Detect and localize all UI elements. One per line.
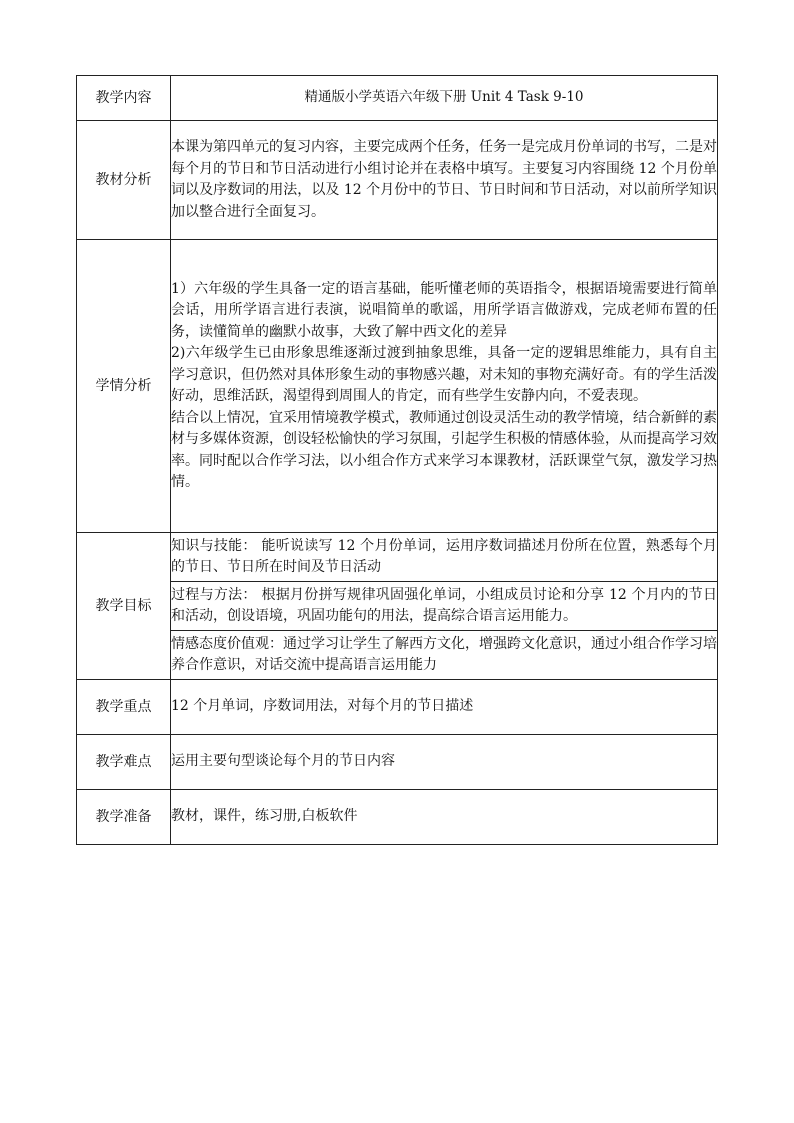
lesson-title: 精通版小学英语六年级下册 Unit 4 Task 9-10	[171, 76, 718, 121]
preparation-text: 教材，课件，练习册,白板软件	[171, 790, 718, 845]
table-row-student-analysis	[77, 240, 718, 533]
table-row-preparation	[77, 790, 718, 845]
table-row-objectives-knowledge	[77, 533, 718, 582]
row-label-teaching-content: 教学内容	[77, 76, 171, 121]
row-label-key-points: 教学重点	[77, 680, 171, 735]
difficulties-text: 运用主要句型谈论每个月的节日内容	[171, 735, 718, 790]
student-analysis-paragraph-2: 2)六年级学生已由形象思维逐渐过渡到抽象思维，具备一定的逻辑思维能力，具有自主学习意识，但仍然对具体形象生动的事物感兴趣，对未知的事物充满好奇。有的学生活泼好动，思维活跃，渴望得到周围人的肯定，而有些学生安静内向，不爱表现。	[171, 345, 717, 404]
objective-knowledge-skills: 知识与技能： 能听说读写 12 个月份单词，运用序数词描述月份所在位置，熟悉每个月的节日、节日所在时间及节日活动	[171, 533, 718, 582]
objective-process-methods: 过程与方法： 根据月份拼写规律巩固强化单词，小组成员讨论和分享 12 个月内的节日和活动，创设语境，巩固功能句的用法，提高综合语言运用能力。	[171, 582, 718, 631]
table-row-textbook-analysis	[77, 121, 718, 240]
row-label-objectives: 教学目标	[77, 533, 171, 680]
table-row-objectives-process	[77, 582, 718, 631]
textbook-analysis-text: 本课为第四单元的复习内容，主要完成两个任务，任务一是完成月份单词的书写，二是对每个月的节日和节日活动进行小组讨论并在表格中填写。主要复习内容围绕 12 个月份单词以及序数词的用法，以及 12 个月份中的节日、节日时间和节日活动，对以前所学知识加以整合进行全面复习。	[171, 121, 718, 240]
student-analysis-paragraph-3: 结合以上情况，宜采用情境教学模式，教师通过创设灵活生动的教学情境，结合新鲜的素材与多媒体资源，创设轻松愉快的学习氛围，引起学生积极的情感体验，从而提高学习效率。同时配以合作学习法，以小组合作方式来学习本课教材，活跃课堂气氛，激发学习热情。	[171, 409, 717, 490]
table-row-objectives-attitude	[77, 631, 718, 680]
key-points-text: 12 个月单词，序数词用法，对每个月的节日描述	[171, 680, 718, 735]
lesson-plan-table	[76, 75, 718, 845]
row-label-preparation: 教学准备	[77, 790, 171, 845]
table-row-teaching-content	[77, 76, 718, 121]
table-row-key-points	[77, 680, 718, 735]
row-label-difficulties: 教学难点	[77, 735, 171, 790]
student-analysis-cell	[171, 240, 718, 533]
row-label-student-analysis: 学情分析	[77, 240, 171, 533]
student-analysis-paragraph-1: 1）六年级的学生具备一定的语言基础，能听懂老师的英语指令，根据语境需要进行简单会话，用所学语言进行表演，说唱简单的歌谣，用所学语言做游戏，完成老师布置的任务，读懂简单的幽默小故事，大致了解中西文化的差异	[171, 280, 717, 340]
row-label-textbook-analysis: 教材分析	[77, 121, 171, 240]
objective-attitudes-values: 情感态度价值观：通过学习让学生了解西方文化，增强跨文化意识，通过小组合作学习培养合作意识，对话交流中提高语言运用能力	[171, 631, 718, 680]
table-row-difficulties	[77, 735, 718, 790]
